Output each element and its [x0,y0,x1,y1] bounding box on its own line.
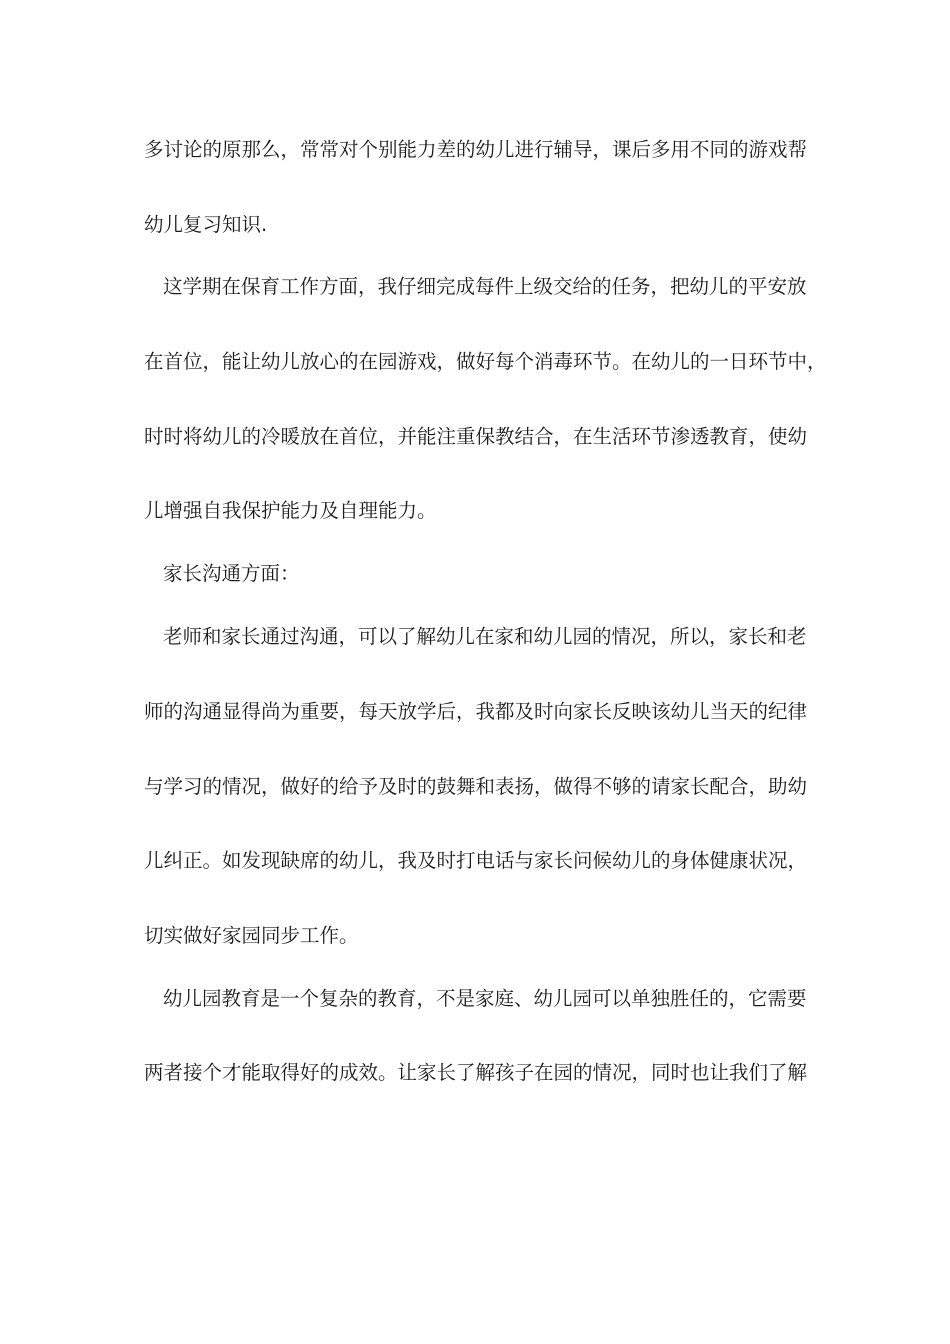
text-line: 儿纠正。如发现缺席的幼儿，我及时打电话与家长问候幼儿的身体健康状况， [144,849,808,872]
text-line: 两者接个才能取得好的成效。让家长了解孩子在园的情况，同时也让我们了解 [144,1061,808,1084]
text-line: 与学习的情况，做好的给予及时的鼓舞和表扬，做得不够的请家长配合，助幼 [144,775,808,798]
paragraph-start-line: 这学期在保育工作方面，我仔细完成每件上级交给的任务，把幼儿的平安放 [163,275,807,298]
text-line: 幼儿复习知识. [144,213,268,236]
text-line: 儿增强自我保护能力及自理能力。 [144,499,437,522]
paragraph-start-line: 老师和家长通过沟通，可以了解幼儿在家和幼儿园的情况，所以，家长和老 [163,625,807,648]
text-line: 时时将幼儿的冷暖放在首位，并能注重保教结合，在生活环节渗透教育，使幼 [144,425,808,448]
section-heading: 家长沟通方面： [163,562,300,585]
paragraph-start-line: 幼儿园教育是一个复杂的教育，不是家庭、幼儿园可以单独胜任的，它需要 [163,987,807,1010]
text-line: 多讨论的原那么，常常对个别能力差的幼儿进行辅导，课后多用不同的游戏帮 [144,138,808,161]
text-line: 师的沟通显得尚为重要，每天放学后，我都及时向家长反映该幼儿当天的纪律 [144,700,808,723]
text-line: 在首位，能让幼儿放心的在园游戏，做好每个消毒环节。在幼儿的一日环节中， [144,350,827,373]
text-line: 切实做好家园同步工作。 [144,924,359,947]
